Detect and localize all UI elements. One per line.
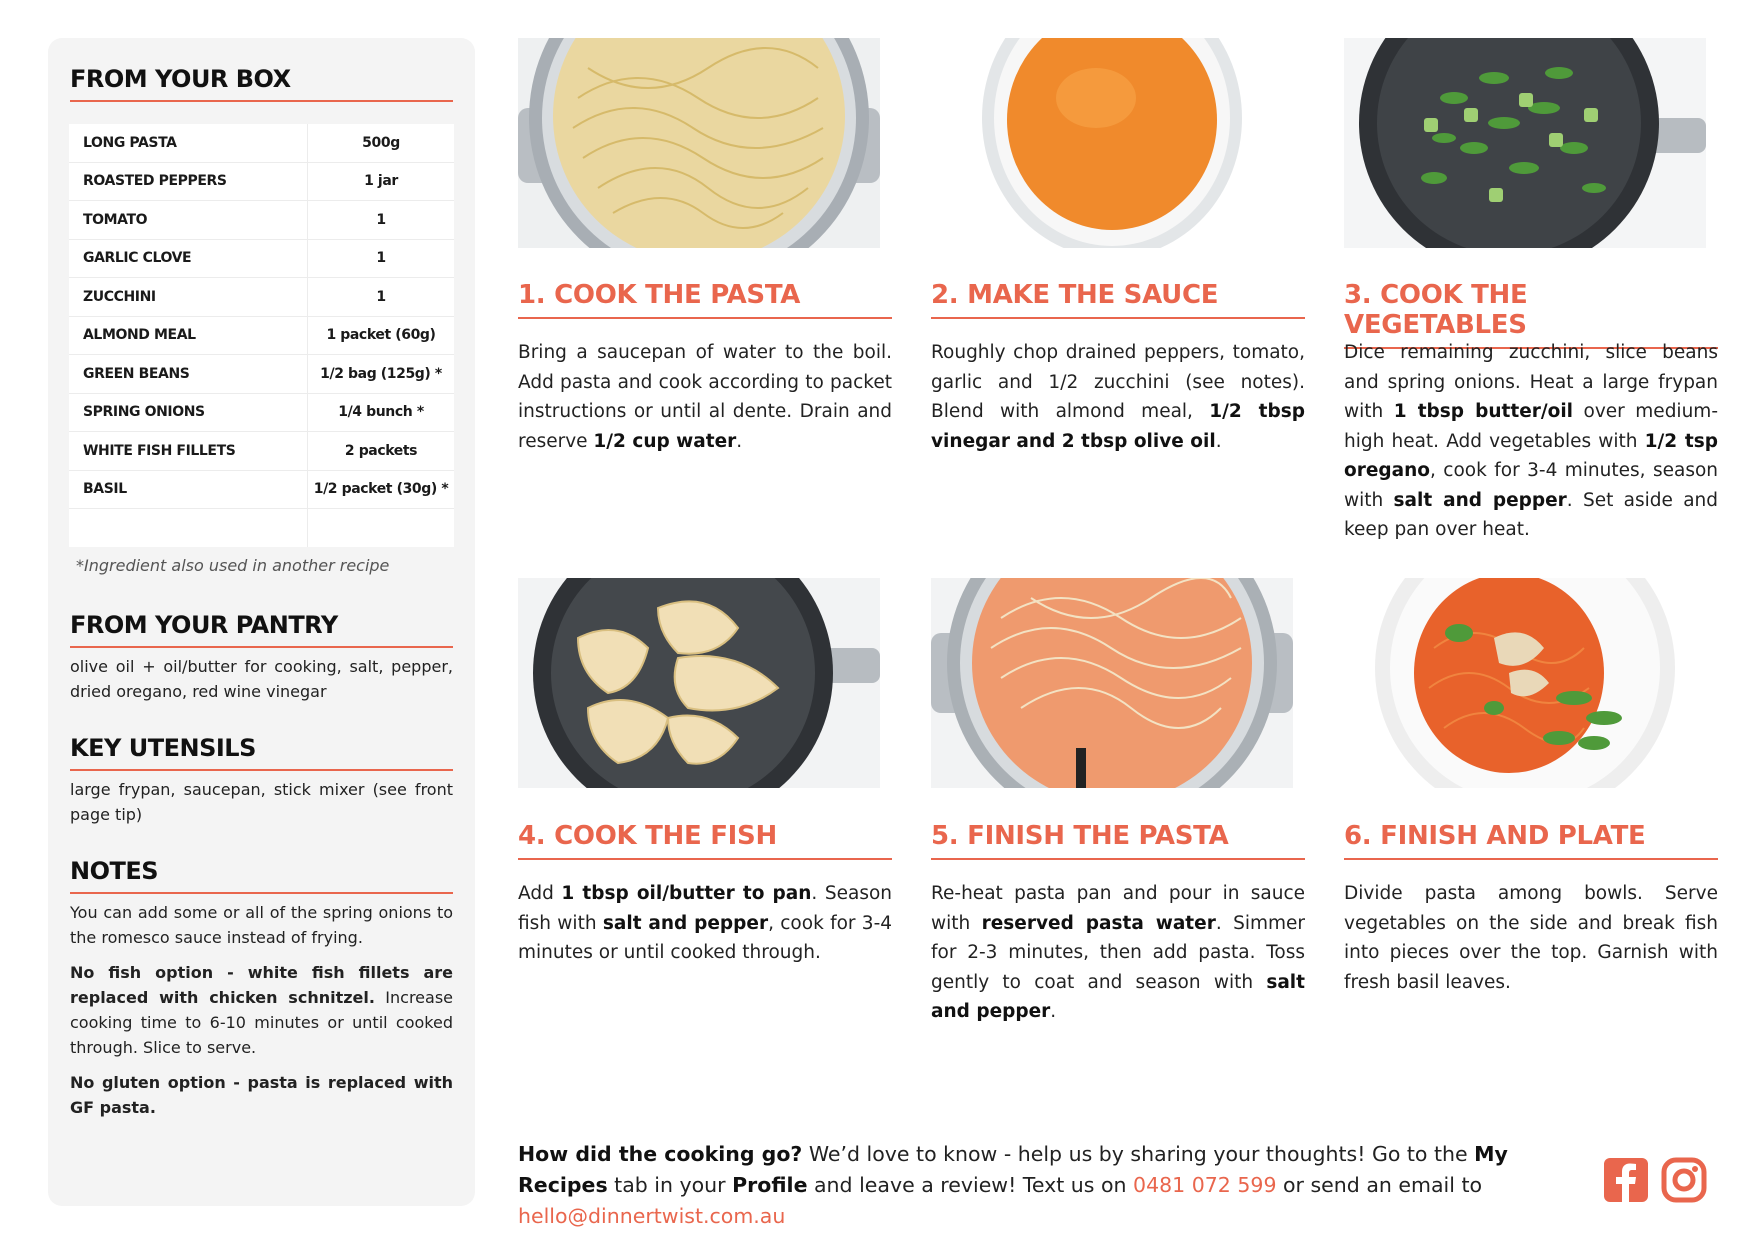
ingredients-panel (48, 38, 475, 1206)
step-1-title: 1. COOK THE PASTA (518, 281, 892, 319)
my-recipes-link[interactable]: My Recipes (518, 1142, 1508, 1197)
utensils-text: large frypan, saucepan, stick mixer (see front page tip) (70, 780, 453, 824)
step-5-text: Re-heat pasta pan and pour in sauce with reserved pasta water. Simmer for 2-3 minutes, then add pasta. Toss gently to coat and season with salt and pepper. (931, 883, 1305, 1022)
note-no-gluten (70, 1070, 453, 1120)
from-your-box-heading: FROM YOUR BOX (70, 66, 453, 102)
ingredient-qty: 1/2 packet (30g) * (313, 481, 449, 498)
ingredient-name: LONG PASTA (69, 124, 308, 162)
table-row (69, 201, 454, 240)
step-6-photo (1344, 578, 1706, 788)
pantry-heading: FROM YOUR PANTRY (70, 612, 453, 648)
ingredient-name: SPRING ONIONS (69, 394, 308, 432)
step-4-text: Add 1 tbsp oil/butter to pan. Season fish with salt and pepper, cook for 3-4 minutes or until cooked through. (518, 883, 893, 963)
table-row (69, 432, 454, 471)
utensils-heading: KEY UTENSILS (70, 735, 453, 771)
review-prompt: How did the cooking go? We’d love to know - help us by sharing your thoughts! Go to the My Recipes tab in your Profile and leave a review! Text us on 0481 072 599 or send an email to hello@dinnertwist.com.au (518, 1142, 1508, 1228)
note-no-gluten-bold: No gluten option - pasta is replaced with GF pasta. (70, 1073, 453, 1117)
step-5-title: 5. FINISH THE PASTA (931, 822, 1305, 860)
ingredient-qty: 1 (376, 250, 386, 267)
step-2-text: Roughly chop drained peppers, tomato, garlic and 1/2 zucchini (see notes). Blend with almond meal, 1/2 tbsp vinegar and 2 tbsp olive oil. (931, 342, 1305, 452)
step-3-photo (1344, 38, 1706, 248)
note-no-fish-rest: Increase cooking time to 6-10 minutes or until cooked through. Slice to serve. (70, 988, 453, 1057)
table-row-empty (69, 509, 454, 547)
ingredient-qty: 1 (376, 288, 386, 305)
ingredient-qty: 1 packet (60g) (326, 327, 436, 344)
table-row (69, 471, 454, 510)
ingredient-name: WHITE FISH FILLETS (69, 432, 308, 470)
step-1-photo (518, 38, 880, 248)
email-link[interactable]: hello@dinnertwist.com.au (518, 1204, 786, 1228)
step-2-photo (931, 38, 1293, 248)
ingredient-footnote: *Ingredient also used in another recipe (76, 556, 390, 575)
step-3-title: 3. COOK THE VEGETABLES (1344, 281, 1718, 349)
ingredient-name: ALMOND MEAL (69, 317, 308, 355)
step-2-title: 2. MAKE THE SAUCE (931, 281, 1305, 319)
pantry-text: olive oil + oil/butter for cooking, salt, pepper, dried oregano, red wine vinegar (70, 657, 453, 701)
ingredient-name: BASIL (69, 471, 308, 509)
ingredient-qty: 500g (362, 134, 400, 151)
note-no-fish (70, 960, 453, 1060)
ingredient-name: TOMATO (69, 201, 308, 239)
table-row (69, 355, 454, 394)
table-row (69, 240, 454, 279)
ingredient-name: GARLIC CLOVE (69, 240, 308, 278)
ingredient-name: ZUCCHINI (69, 278, 308, 316)
step-6-title: 6. FINISH AND PLATE (1344, 822, 1718, 860)
ingredient-qty: 2 packets (344, 442, 418, 459)
phone-link[interactable]: 0481 072 599 (1133, 1173, 1277, 1197)
ingredient-name: GREEN BEANS (69, 355, 308, 393)
instagram-icon[interactable] (1660, 1156, 1708, 1204)
step-1-text: Bring a saucepan of water to the boil. Add pasta and cook according to packet instructions or until al dente. Drain and reserve 1/2 cup water. (518, 342, 892, 452)
table-row (69, 278, 454, 317)
ingredients-table (69, 124, 454, 547)
table-row (69, 394, 454, 433)
ingredient-qty: 1/2 bag (125g) * (320, 365, 442, 382)
table-row (69, 163, 454, 202)
ingredient-name: ROASTED PEPPERS (69, 163, 308, 201)
table-row (69, 317, 454, 356)
step-4-photo (518, 578, 880, 788)
notes-heading: NOTES (70, 858, 453, 894)
ingredient-qty: 1/4 bunch * (338, 404, 424, 421)
facebook-icon[interactable] (1602, 1156, 1650, 1204)
note-spring-onions: You can add some or all of the spring onions to the romesco sauce instead of frying. (70, 903, 453, 947)
ingredient-qty: 1 (376, 211, 386, 228)
ingredient-qty: 1 jar (364, 173, 398, 190)
table-row (69, 124, 454, 163)
step-5-photo (931, 578, 1293, 788)
note-no-fish-bold: No fish option - white fish fillets are replaced with chicken schnitzel. (70, 963, 453, 1007)
step-3-text: Dice remaining zucchini, slice beans and spring onions. Heat a large frypan with 1 tbsp butter/oil over medium-high heat. Add vegetables with 1/2 tsp oregano, cook for 3-4 minutes, season with salt and pepper. Set aside and keep pan over heat. (1344, 342, 1718, 540)
profile-link[interactable]: Profile (732, 1173, 808, 1197)
step-4-title: 4. COOK THE FISH (518, 822, 892, 860)
step-6-text: Divide pasta among bowls. Serve vegetables on the side and break fish into pieces over the top. Garnish with fresh basil leaves. (1344, 883, 1718, 993)
